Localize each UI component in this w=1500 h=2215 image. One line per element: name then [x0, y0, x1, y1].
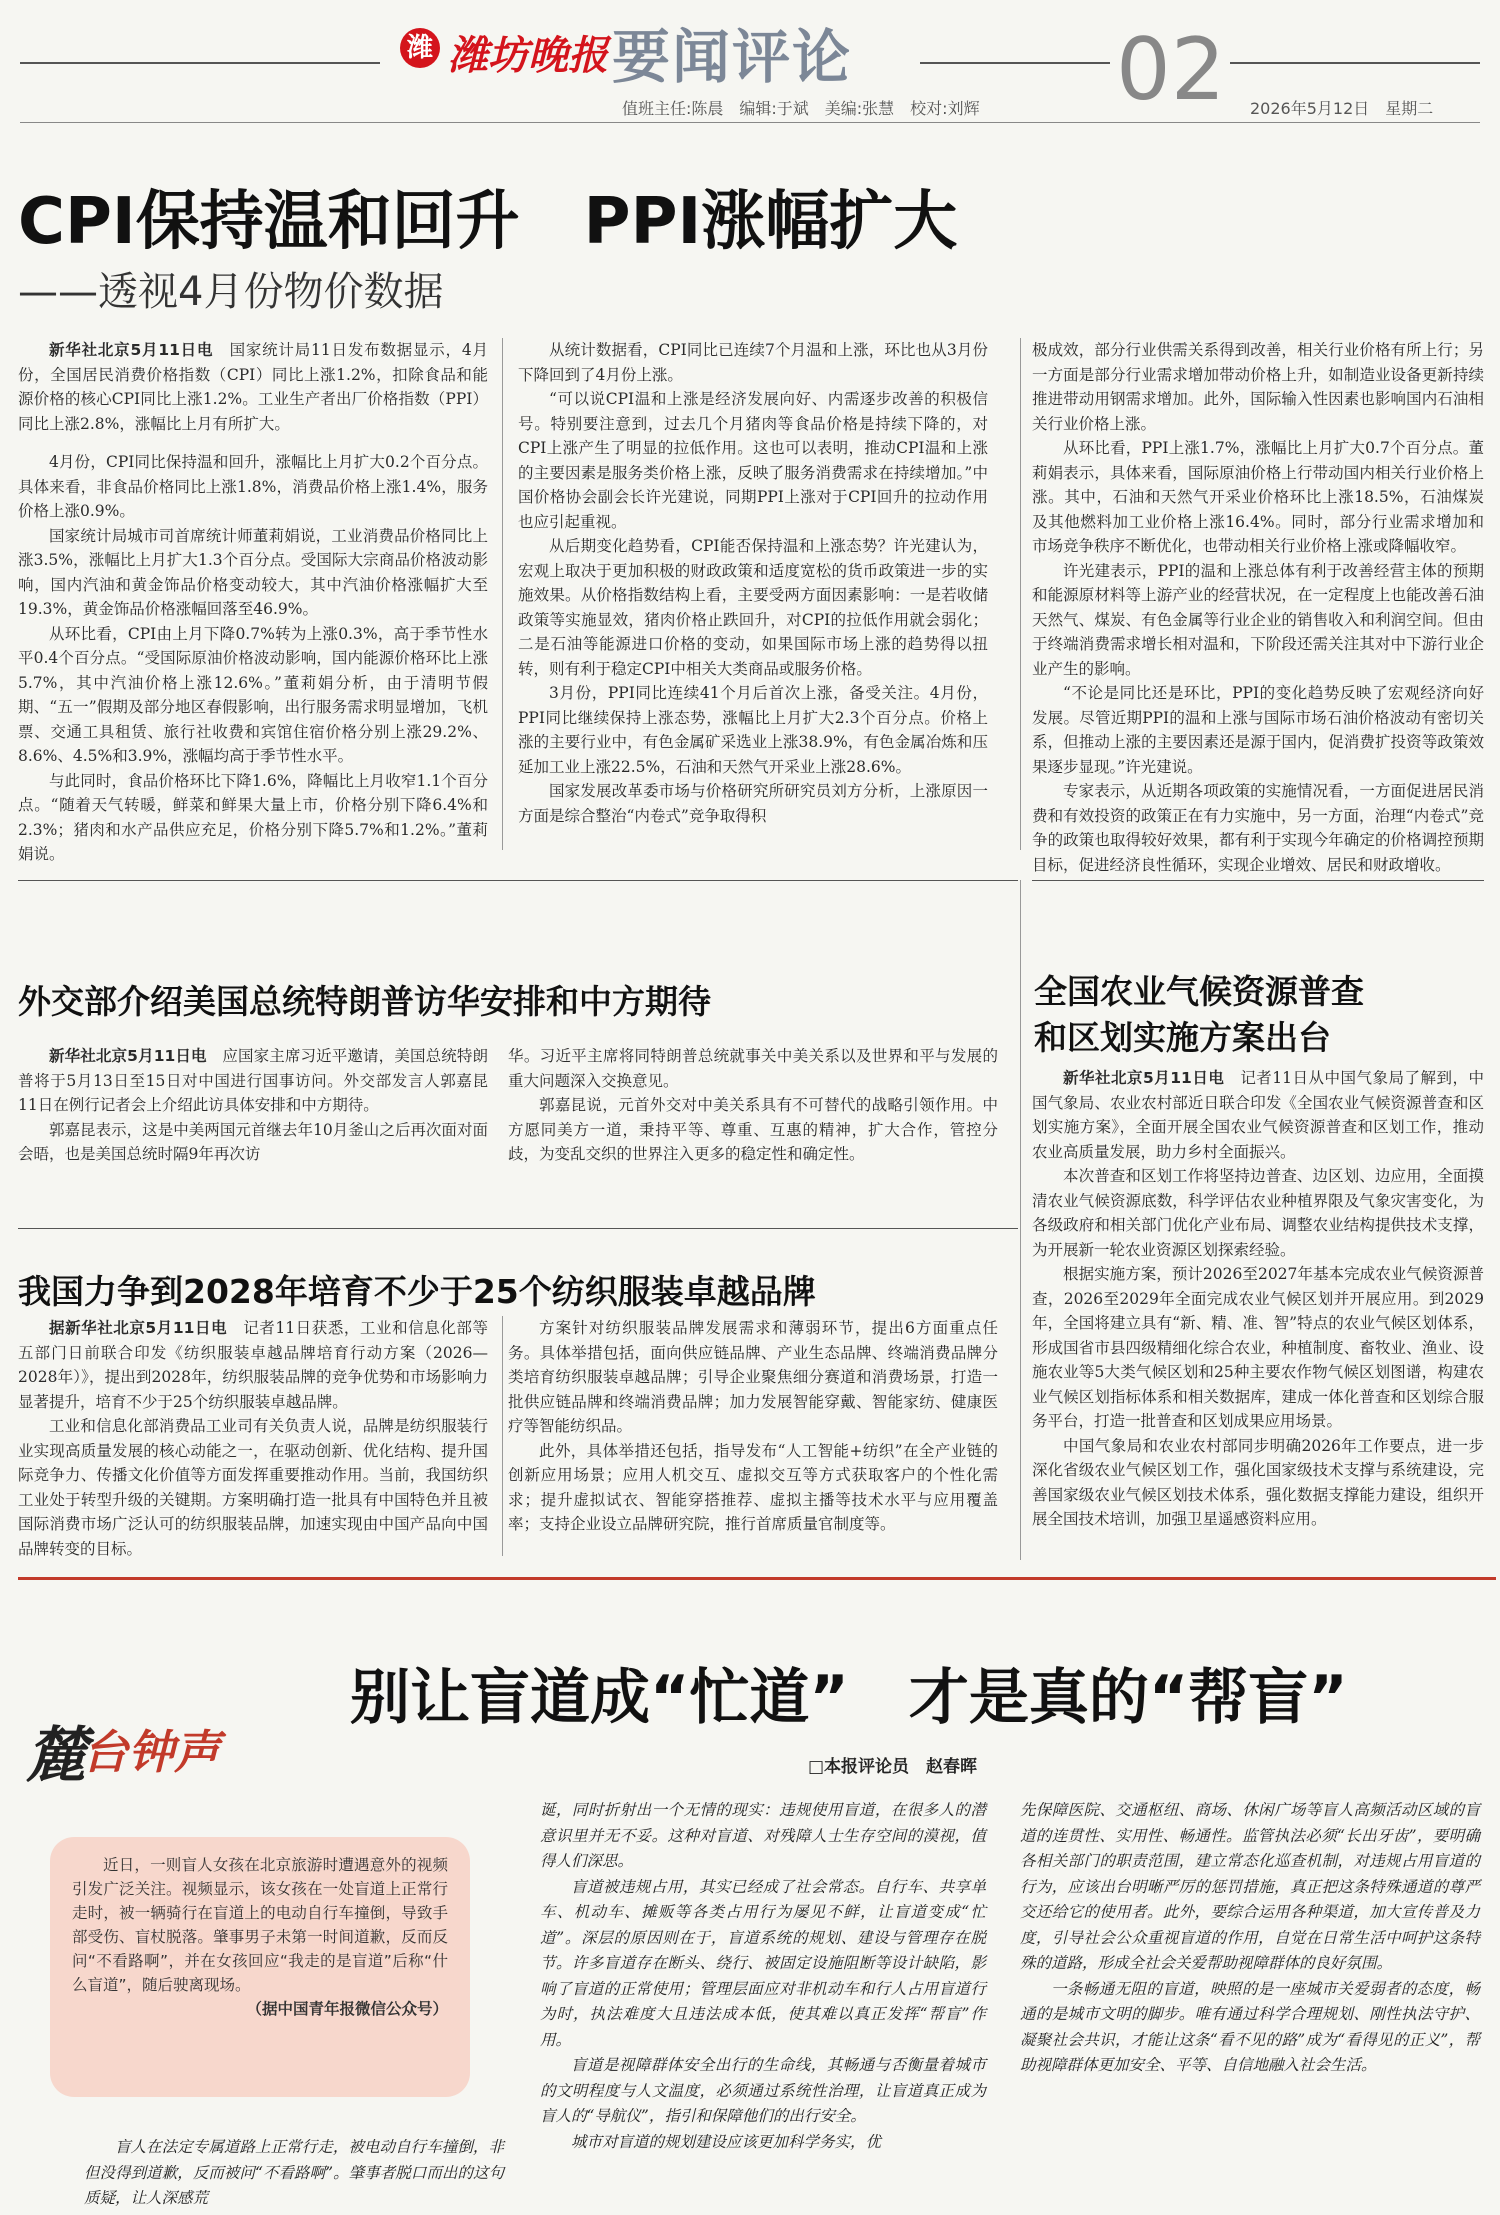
lead-paragraph: 从统计数据看，CPI同比已连续7个月温和上涨，环比也从3月份下降回到了4月份上涨。 — [518, 341, 988, 384]
newspaper-name: 潍坊晚报 — [448, 33, 608, 79]
agriculture-headline-line2: 和区划实施方案出台 — [1034, 1018, 1331, 1057]
commentary-headline: 别让盲道成“忙道” 才是真的“帮盲” — [350, 1663, 1348, 1733]
textile-col2 — [508, 1316, 998, 1556]
lead-dateline: 新华社北京5月11日电 — [49, 341, 214, 359]
diplomacy-dateline: 新华社北京5月11日电 — [49, 1047, 207, 1065]
lead-paragraph: 许光建表示，PPI的温和上涨总体有利于改善经营主体的预期和能源原材料等上游产业的经营状况，在一定程度上也能改善石油天然气、煤炭、有色金属等行业企业的销售收入和利润空间。但由于终端消费需求增长相对温和，下阶段还需关注其对中下游行业企业产生的影响。 — [1032, 561, 1484, 678]
masthead-rule-left — [20, 62, 380, 64]
column-logo-mark: 麓 — [26, 1721, 86, 1791]
agriculture-paragraph: 本次普查和区划工作将坚持边普查、边区划、边应用，全面摸清农业气候资源底数，科学评估农业种植界限及气象灾害变化，为各级政府和相关部门优化产业布局、调整农业结构提供技术支撑，为开展新一轮农业资源区划探索经验。 — [1032, 1167, 1484, 1259]
commentary-paragraph: 诞，同时折射出一个无情的现实：违规使用盲道，在很多人的潜意识里并无不妥。这种对盲道、对残障人士生存空间的漠视，值得人们深思。 — [540, 1801, 986, 1870]
textile-paragraph: 此外，具体举措还包括，指导发布“人工智能+纺织”在全产业链的创新应用场景；应用人机交互、虚拟交互等方式获取客户的个性化需求；提升虚拟试衣、智能穿搭推荐、虚拟主播等技术水平与应用覆盖率；支持企业设立品牌研究院，推行首席质量官制度等。 — [508, 1441, 998, 1533]
commentary-paragraph: 一条畅通无阻的盲道，映照的是一座城市关爱弱者的态度，畅通的是城市文明的脚步。唯有通过科学合理规划、刚性执法守护、凝聚社会共识，才能让这条“看不见的路”成为“看得见的正义”，帮助视障群体更加安全、平等、自信地融入社会生活。 — [1020, 1979, 1480, 2074]
agriculture-dateline: 新华社北京5月11日电 — [1063, 1069, 1225, 1087]
commentary-paragraph: 盲道被违规占用，其实已经成了社会常态。自行车、共享单车、机动车、摊贩等各类占用行为屡见不鲜，让盲道变成“忙道”。深层的原因则在于，盲道系统的规划、建设与管理存在脱节。许多盲道存在断头、绕行、被固定设施阻断等设计缺陷，影响了盲道的正常使用；管理层面应对非机动车和行人占用盲道行为时，执法难度大且违法成本低，使其难以真正发挥“帮盲”作用。 — [540, 1877, 986, 2049]
lead-col1-cont — [18, 450, 488, 863]
lead-paragraph: “可以说CPI温和上涨是经济发展向好、内需逐步改善的积极信号。特别要注意到，过去几个月猪肉等食品价格是持续下降的，对CPI上涨产生了明显的拉低作用。这也可以表明，推动CPI温和上涨的主要因素是服务类价格上涨，反映了服务消费需求在持续增加。”中国价格协会副会长许光建说，同期PPI上涨对于CPI回升的拉动作用也应引起重视。 — [518, 390, 988, 531]
issue-date: 2026年5月12日 星期二 — [1250, 99, 1434, 118]
lead-headline: CPI保持温和回升 PPI涨幅扩大 — [18, 185, 958, 259]
textile-paragraph: 工业和信息化部消费品工业司有关负责人说，品牌是纺织服装行业实现高质量发展的核心动能之一，在驱动创新、优化结构、提升国际竞争力、传播文化价值等方面发挥重要推动作用。当前，我国纺织工业处于转型升级的关键期。方案明确打造一批具有中国特色并且被国际消费市场广泛认可的纺织服装品牌，加速实现由中国产品向中国品牌转变的目标。 — [18, 1417, 488, 1558]
diplomacy-paragraph: 郭嘉昆说，元首外交对中美关系具有不可替代的战略引领作用。中方愿同美方一道，秉持平等、尊重、互惠的精神，扩大合作，管控分歧，为变乱交织的世界注入更多的稳定性和确定性。 — [508, 1096, 998, 1163]
textile-paragraph: 记者11日获悉，工业和信息化部等五部门日前联合印发《纺织服装卓越品牌培育行动方案（2026—2028年）》，提出到2028年，纺织服装品牌的竞争优势和市场影响力显著提升，培育不少于25个纺织服装卓越品牌。 — [18, 1319, 488, 1411]
agriculture-body — [1032, 1066, 1484, 1558]
textile-paragraph: 方案针对纺织服装品牌发展需求和薄弱环节，提出6方面重点任务。具体举措包括，面向供应链品牌、产业生态品牌、终端消费品牌分类培育纺织服装卓越品牌；引导企业聚焦细分赛道和消费场景，打造一批供应链品牌和终端消费品牌；加力发展智能穿戴、智能家纺、健康医疗等智能纺织品。 — [508, 1319, 998, 1435]
excerpt-source: （据中国青年报微信公众号） — [246, 2000, 448, 2018]
lead-paragraph: 极成效，部分行业供需关系得到改善，相关行业价格有所上行；另一方面是部分行业需求增加带动价格上升，如制造业设备更新持续推进带动用钢需求增加。此外，国际输入性因素也影响国内石油相关行业价格上涨。 — [1032, 341, 1484, 433]
commentary-paragraph: 先保障医院、交通枢纽、商场、休闲广场等盲人高频活动区域的盲道的连贯性、实用性、畅通性。监管执法必须“长出牙齿”，要明确各相关部门的职责范围，建立常态化巡查机制，对违规占用盲道的行为，应该出台明晰严厉的惩罚措施，真正把这条特殊通道的尊严交还给它的使用者。此外，要综合运用各种渠道，加大宣传普及力度，引导社会公众重视盲道的作用，自觉在日常生活中呵护这条特殊的道路，形成全社会关爱帮助视障群体的良好氛围。 — [1020, 1801, 1480, 1972]
section-divider — [18, 880, 1018, 881]
lead-col3 — [1032, 338, 1484, 874]
masthead-rule-mid — [920, 62, 1110, 64]
news-excerpt-box — [50, 1837, 470, 2097]
commentary-paragraph: 盲道是视障群体安全出行的生命线，其畅通与否衡量着城市的文明程度与人文温度，必须通过系统性治理，让盲道真正成为盲人的“导航仪”，指引和保障他们的出行安全。 — [540, 2056, 986, 2125]
column-divider — [1020, 880, 1021, 1560]
section-title: 要闻评论 — [612, 23, 853, 91]
commentary-col1 — [84, 2135, 504, 2215]
textile-dateline: 据新华社北京5月11日电 — [49, 1319, 228, 1337]
column-divider — [502, 338, 503, 850]
lead-paragraph: 与此同时，食品价格环比下降1.6%，降幅比上月收窄1.1个百分点。“随着天气转暖，鲜菜和鲜果大量上市，价格分别下降6.4%和2.3%；猪肉和水产品供应充足，价格分别下降5.7%和1.2%。”董莉娟说。 — [18, 771, 488, 863]
column-divider — [1020, 338, 1021, 850]
column-divider — [502, 1316, 503, 1556]
diplomacy-paragraph: 应国家主席习近平邀请，美国总统特朗普将于5月13日至15日对中国进行国事访问。外交部发言人郭嘉昆11日在例行记者会上介绍此访具体安排和中方期待。 — [18, 1047, 488, 1114]
lead-subheadline: ——透视4月份物价数据 — [18, 269, 444, 315]
diplomacy-paragraph: 郭嘉昆表示，这是中美两国元首继去年10月釜山之后再次面对面会晤，也是美国总统时隔9年再次访 — [18, 1120, 488, 1163]
lead-paragraph: 国家发展改革委市场与价格研究所研究员刘方分析，上涨原因一方面是综合整治“内卷式”竞争取得积 — [518, 782, 988, 825]
commentary-paragraph: 城市对盲道的规划建设应该更加科学务实，优 — [571, 2132, 882, 2151]
lead-paragraph: 4月份，CPI同比保持温和回升，涨幅比上月扩大0.2个百分点。具体来看，非食品价格同比上涨1.8%，消费品价格上涨1.4%，服务价格上涨0.9%。 — [18, 453, 488, 520]
textile-headline: 我国力争到2028年培育不少于25个纺织服装卓越品牌 — [18, 1272, 816, 1311]
agriculture-paragraph: 记者11日从中国气象局了解到，中国气象局、农业农村部近日联合印发《全国农业气候资源普查和区划实施方案》，全面开展全国农业气候资源普查和区划工作，推动农业高质量发展，助力乡村全面振兴。 — [1032, 1069, 1484, 1161]
lead-paragraph: 从后期变化趋势看，CPI能否保持温和上涨态势？许光建认为，宏观上取决于更加积极的财政政策和适度宽松的货币政策进一步的实施效果。从价格指数结构上看，主要受两方面因素影响：一是若收储政策等实施显效，猪肉价格止跌回升，对CPI的拉低作用就会弱化；二是石油等能源进口价格的变动，如果国际市场上涨的趋势得以扭转，则有利于稳定CPI中相关大类商品或服务价格。 — [518, 537, 988, 678]
lead-paragraph: 国家统计局城市司首席统计师董莉娟说，工业消费品价格同比上涨3.5%，涨幅比上月扩大1.3个百分点。受国际大宗商品价格波动影响，国内汽油和黄金饰品价格变动较大，其中汽油价格涨幅扩大至19.3%，黄金饰品价格涨幅回落至46.9%。 — [18, 526, 488, 618]
staff-credits: 值班主任:陈晨 编辑:于斌 美编:张慧 校对:刘辉 — [622, 99, 980, 118]
lead-paragraph: 专家表示，从近期各项政策的实施情况看，一方面促进居民消费和有效投资的政策正在有力实施中，另一方面，治理“内卷式”竞争的政策也取得较好效果，都有利于实现今年确定的价格调控预期目标，促进经济良性循环，实现企业增效、居民和财政增收。 — [1032, 782, 1484, 874]
diplomacy-col1 — [18, 1044, 488, 1190]
diplomacy-paragraph: 华。习近平主席将同特朗普总统就事关中美关系以及世界和平与发展的重大问题深入交换意见。 — [508, 1047, 998, 1090]
lead-col2 — [518, 338, 988, 850]
commentary-col2 — [540, 1798, 986, 2215]
commentary-col3 — [1020, 1798, 1480, 2215]
lead-paragraph: 从环比看，CPI由上月下降0.7%转为上涨0.3%，高于季节性水平0.4个百分点。“受国际原油价格波动影响，国内能源价格环比上涨5.7%，其中汽油价格上涨12.6%。”董莉娟分析，由于清明节假期、“五一”假期及部分地区春假影响，出行服务需求明显增加，飞机票、交通工具租赁、旅行社收费和宾馆住宿价格分别上涨29.2%、8.6%、4.5%和3.9%，涨幅均高于季节性水平。 — [18, 624, 488, 765]
textile-col1 — [18, 1316, 488, 1556]
diplomacy-headline: 外交部介绍美国总统特朗普访华安排和中方期待 — [18, 982, 711, 1021]
column-logo — [26, 1700, 286, 1791]
agriculture-paragraph: 中国气象局和农业农村部同步明确2026年工作要点，进一步深化省级农业气候区划工作，强化国家级技术支撑与系统建设，完善国家级农业气候区划技术体系，强化数据支撑能力建设，组织开展全国技术培训，加强卫星遥感资料应用。 — [1032, 1436, 1484, 1528]
diplomacy-col2 — [508, 1044, 998, 1190]
section-divider — [18, 1228, 1018, 1229]
newspaper-logo-icon: 潍 — [400, 28, 440, 68]
lead-paragraph: 从环比看，PPI上涨1.7%，涨幅比上月扩大0.7个百分点。董莉娟表示，具体来看，国际原油价格上行带动国内相关行业价格上涨。其中，石油和天然气开采业价格环比上涨18.5%，石油煤炭及其他燃料加工业价格上涨16.4%。同时，部分行业需求增加和市场竞争秩序不断优化，也带动相关行业价格上涨或降幅收窄。 — [1032, 439, 1484, 555]
agriculture-headline-line1: 全国农业气候资源普查 — [1034, 972, 1364, 1011]
excerpt-text: 近日，一则盲人女孩在北京旅游时遭遇意外的视频引发广泛关注。视频显示，该女孩在一处盲道上正常行走时，被一辆骑行在盲道上的电动自行车撞倒，导致手部受伤、盲杖脱落。肇事男子未第一时间道歉，反而反问“不看路啊”，并在女孩回应“我走的是盲道”后称“什么盲道”，随后驶离现场。 — [72, 1856, 448, 1994]
masthead-bottom-rule — [20, 122, 1480, 123]
page-number: 02 — [1116, 20, 1226, 120]
lead-paragraph: 国家统计局11日发布数据显示，4月份，全国居民消费价格指数（CPI）同比上涨1.2%，扣除食品和能源价格的核心CPI同比上涨1.2%。工业生产者出厂价格指数（PPI）同比上涨2.8%，涨幅比上月有所扩大。 — [18, 341, 488, 433]
commentary-byline: □本报评论员 赵春晖 — [808, 1757, 978, 1777]
masthead-rule-right — [1230, 62, 1480, 64]
masthead — [0, 0, 1500, 125]
lead-paragraph: 3月份，PPI同比连续41个月后首次上涨，备受关注。4月份，PPI同比继续保持上涨态势，涨幅比上月扩大2.3个百分点。价格上涨的主要行业中，有色金属矿采选业上涨38.9%，有色金属冶炼和压延加工业上涨22.5%，石油和天然气开采业上涨28.6%。 — [518, 684, 988, 776]
column-logo-name: 台钟声 — [82, 1725, 220, 1779]
section-divider — [1032, 880, 1484, 881]
lead-col1 — [18, 338, 488, 450]
lead-paragraph: “不论是同比还是环比，PPI的变化趋势反映了宏观经济向好发展。尽管近期PPI的温和上涨与国际市场石油价格波动有密切关系，但推动上涨的主要因素还是源于国内，促消费扩投资等政策效果逐步显现。”许光建说。 — [1032, 684, 1484, 776]
agriculture-paragraph: 根据实施方案，预计2026至2027年基本完成农业气候资源普查，2026至2029年全面完成农业气候区划并开展应用。到2029年，全国将建立具有“新、精、准、智”特点的农业气候区划体系，形成国省市县四级精细化综合农业，种植制度、畜牧业、渔业、设施农业等5大类气候区划和25种主要农作物气候区划图谱，构建农业气候区划指标体系和相关数据库，建成一体化普查和区划综合服务平台，打造一批普查和区划成果应用场景。 — [1032, 1265, 1484, 1430]
commentary-paragraph: 盲人在法定专属道路上正常行走，被电动自行车撞倒，非但没得到道歉，反而被问“不看路啊”。肇事者脱口而出的这句质疑，让人深感荒 — [84, 2138, 504, 2207]
